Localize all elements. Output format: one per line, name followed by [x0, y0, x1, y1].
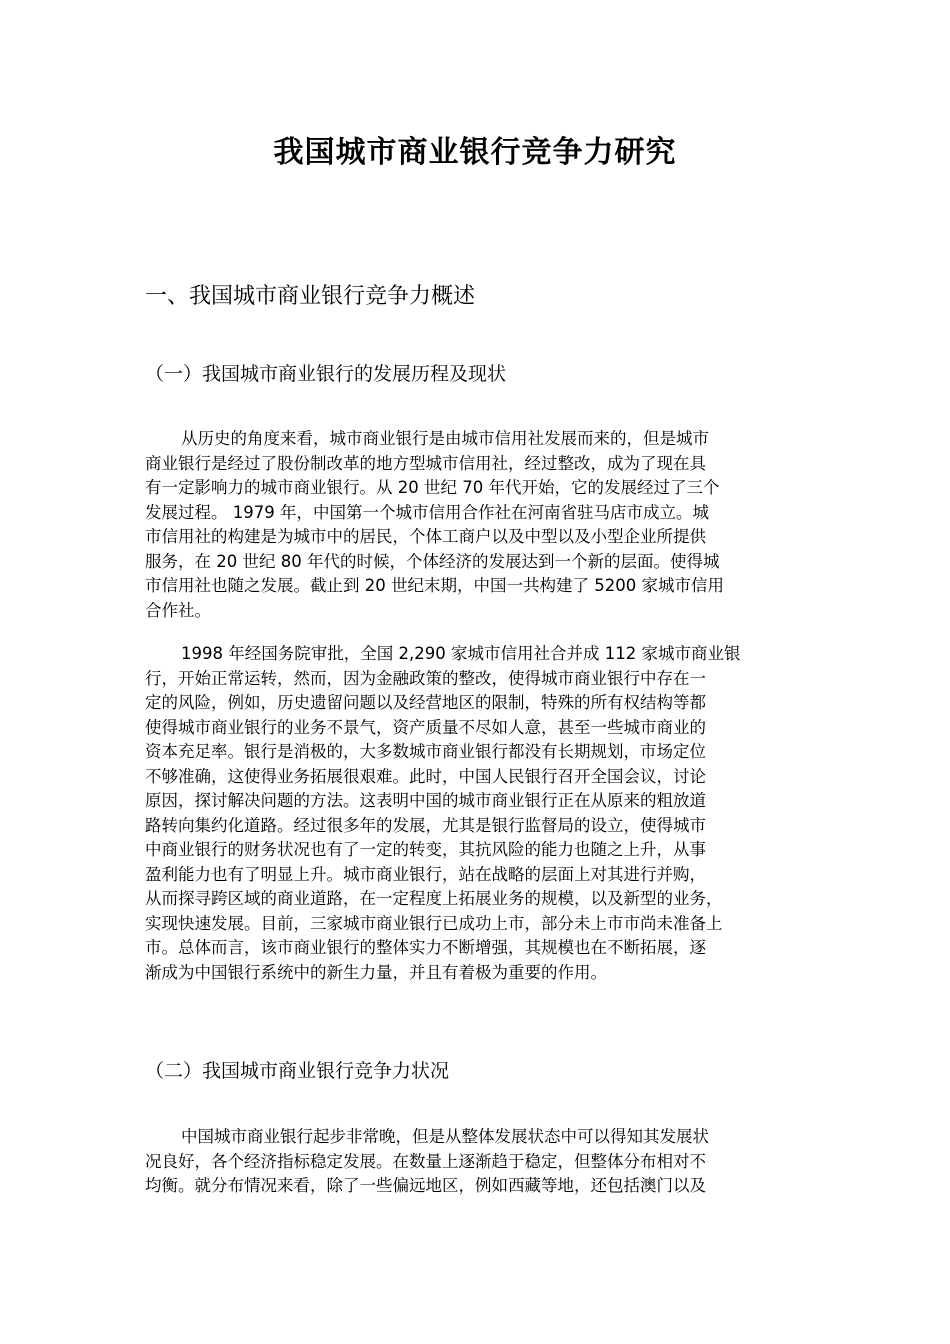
text-line: 行，开始正常运转，然而，因为金融政策的整改，使得城市商业银行中存在一 [145, 668, 706, 688]
paragraph [145, 1125, 813, 1199]
text-line: 资本充足率。银行是消极的，大多数城市商业银行都没有长期规划，市场定位 [145, 742, 706, 761]
text-line: 中商业银行的财务状况也有了一定的转变，其抗风险的能力也随之上升，从事 [145, 840, 706, 859]
text-line: 路转向集约化道路。经过很多年的发展，尤其是银行监督局的设立，使得城市 [145, 815, 706, 835]
text-line: 渐成为中国银行系统中的新生力量，并且有着极为重要的作用。 [145, 962, 607, 982]
subsection-heading: （二）我国城市商业银行竞争力状况 [145, 1060, 450, 1082]
text-line: 1998 年经国务院审批，全国 2,290 家城市信用社合并成 112 家城市商业银 [181, 644, 741, 663]
text-line: 况良好，各个经济指标稳定发展。在数量上逐渐趋于稳定，但整体分布相对不 [145, 1151, 706, 1171]
text-line: 从而探寻跨区域的商业道路，在一定程度上拓展业务的规模，以及新型的业务， [145, 889, 723, 908]
text-line: 有一定影响力的城市商业银行。从 20 世纪 70 年代开始，它的发展经过了三个 [145, 478, 720, 497]
text-line: 中国城市商业银行起步非常晚，但是从整体发展状态中可以得知其发展状 [181, 1127, 709, 1146]
text-line: 从历史的角度来看，城市商业银行是由城市信用社发展而来的，但是城市 [181, 429, 709, 448]
text-line: 原因，探讨解决问题的方法。这表明中国的城市商业银行正在从原来的粗放道 [145, 791, 706, 810]
text-line: 使得城市商业银行的业务不景气，资产质量不尽如人意，甚至一些城市商业的 [145, 717, 706, 737]
paragraph [145, 642, 813, 985]
text-line: 发展过程。 1979 年，中国第一个城市信用合作社在河南省驻马店市成立。城 [145, 502, 709, 522]
document-title: 我国城市商业银行竞争力研究 [273, 135, 677, 170]
text-line: 合作社。 [145, 600, 211, 620]
text-line: 定的风险，例如，历史遗留问题以及经营地区的限制，特殊的所有权结构等都 [145, 693, 706, 712]
text-line: 商业银行是经过了股份制改革的地方型城市信用社，经过整改，成为了现在具 [145, 453, 706, 473]
text-line: 实现快速发展。目前，三家城市商业银行已成功上市，部分未上市市尚未准备上 [145, 913, 723, 933]
paragraph [145, 427, 813, 623]
text-line: 服务，在 20 世纪 80 年代的时候，个体经济的发展达到一个新的层面。使得城 [145, 551, 720, 571]
subsection-heading: （一）我国城市商业银行的发展历程及现状 [145, 363, 507, 385]
section-heading: 一、我国城市商业银行竞争力概述 [145, 284, 476, 309]
text-line: 市信用社也随之发展。截止到 20 世纪末期，中国一共构建了 5200 家城市信用 [145, 576, 724, 595]
text-line: 市。总体而言，该市商业银行的整体实力不断增强，其规模也在不断拓展，逐 [145, 938, 706, 957]
text-line: 市信用社的构建是为城市中的居民，个体工商户以及中型以及小型企业所提供 [145, 527, 706, 546]
text-line: 不够准确，这使得业务拓展很艰难。此时，中国人民银行召开全国会议，讨论 [145, 766, 706, 786]
text-line: 均衡。就分布情况来看，除了一些偏远地区，例如西藏等地，还包括澳门以及 [145, 1176, 706, 1195]
text-line: 盈利能力也有了明显上升。城市商业银行，站在战略的层面上对其进行并购， [145, 864, 706, 884]
